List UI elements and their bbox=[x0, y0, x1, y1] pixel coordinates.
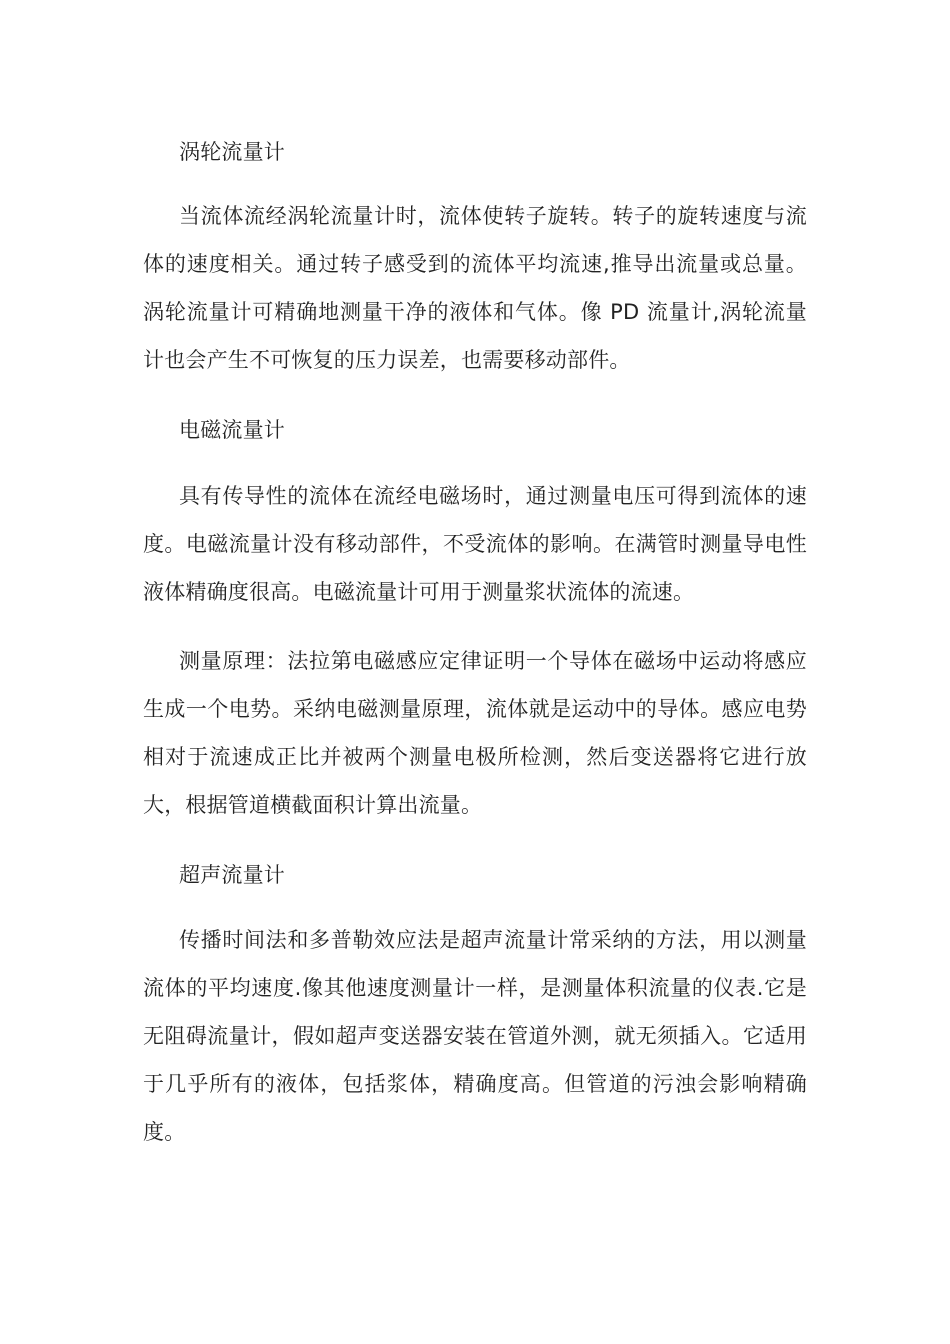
section-heading-turbine: 涡轮流量计 bbox=[179, 140, 285, 164]
section-heading-ultrasonic: 超声流量计 bbox=[179, 863, 285, 887]
paragraph-turbine-description: 当流体流经涡轮流量计时，流体使转子旋转。转子的旋转速度与流体的速度相关。通过转子感受到的流体平均流速,推导出流量或总量。涡轮流量计可精确地测量干净的液体和气体。像 PD 流量计,涡轮流量计也会产生不可恢复的压力误差，也需要移动部件。 bbox=[143, 204, 807, 372]
section-heading-electromagnetic: 电磁流量计 bbox=[179, 418, 285, 442]
paragraph-ultrasonic-description: 传播时间法和多普勒效应法是超声流量计常采纳的方法，用以测量流体的平均速度.像其他速度测量计一样，是测量体积流量的仪表.它是无阻碍流量计，假如超声变送器安装在管道外测，就无须插入。它适用于几乎所有的液体，包括浆体，精确度高。但管道的污浊会影响精确度。 bbox=[143, 928, 807, 1144]
paragraph-measurement-principle: 测量原理：法拉第电磁感应定律证明一个导体在磁场中运动将感应生成一个电势。采纳电磁测量原理，流体就是运动中的导体。感应电势相对于流速成正比并被两个测量电极所检测，然后变送器将它进行放大，根据管道横截面积计算出流量。 bbox=[143, 649, 807, 817]
paragraph-electromagnetic-description: 具有传导性的流体在流经电磁场时，通过测量电压可得到流体的速度。电磁流量计没有移动部件，不受流体的影响。在满管时测量导电性液体精确度很高。电磁流量计可用于测量浆状流体的流速。 bbox=[143, 484, 807, 604]
